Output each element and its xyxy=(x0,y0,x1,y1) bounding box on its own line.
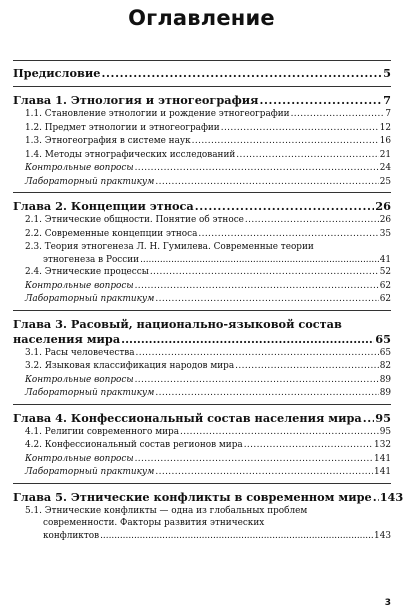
toc-chapter[interactable] xyxy=(13,489,403,505)
toc-page-number: 95 xyxy=(375,410,391,425)
dot-leader xyxy=(155,176,378,190)
section-title: 1.1. Становление этнологии и рождение этногеографии xyxy=(25,109,290,119)
dot-leader xyxy=(155,387,378,401)
section-title: этногенеза в России xyxy=(43,254,140,265)
chapter-title: Глава 3. Расовый, национально-языковой состав xyxy=(13,316,342,331)
chapter-block xyxy=(13,411,391,483)
dot-leader xyxy=(150,266,379,280)
divider xyxy=(13,483,391,484)
toc-chapter[interactable] xyxy=(13,93,391,108)
section-title: 2.3. Теория этногенеза Л. Н. Гумилева. Современные теории xyxy=(25,242,314,252)
toc-page-number: 65 xyxy=(379,347,391,358)
section-title: конфликтов xyxy=(43,530,100,541)
chapter-title-continuation xyxy=(13,332,391,347)
page-number: 3 xyxy=(384,598,391,608)
chapter-title: населения мира xyxy=(13,331,121,346)
chapter-block xyxy=(13,489,403,546)
dot-leader xyxy=(192,135,379,149)
toc-section[interactable] xyxy=(13,360,391,374)
toc-page-number: 62 xyxy=(379,280,391,291)
toc-page-number: 141 xyxy=(374,467,391,477)
dot-leader xyxy=(135,453,373,467)
toc-section[interactable] xyxy=(13,135,391,149)
section-title: Контрольные вопросы xyxy=(25,163,134,173)
toc-page-number: 65 xyxy=(375,331,391,346)
chapter-title: Глава 1. Этнология и этногеография xyxy=(13,93,259,107)
toc-page-number: 7 xyxy=(383,93,391,107)
toc-section-lab-practicum[interactable] xyxy=(13,293,391,307)
toc-chapter[interactable] xyxy=(13,199,391,214)
dot-leader xyxy=(221,122,379,136)
chapter-block xyxy=(13,199,391,310)
dot-leader xyxy=(101,66,382,81)
section-title: Лабораторный практикум xyxy=(25,176,155,187)
section-title: Лабораторный практикум xyxy=(25,294,155,304)
section-title: Контрольные вопросы xyxy=(25,453,134,464)
toc-section-review-questions[interactable] xyxy=(13,280,391,294)
chapter-title: Глава 5. Этнические конфликты в современном мире xyxy=(13,489,372,504)
toc-section[interactable] xyxy=(13,266,391,280)
section-title: 1.2. Предмет этнологии и этногеографии xyxy=(25,122,220,133)
section-title: Лабораторный практикум xyxy=(25,388,155,398)
toc-page-number: 21 xyxy=(379,149,391,160)
dot-leader xyxy=(135,162,379,176)
toc-page-number: 41 xyxy=(379,254,391,265)
toc-entry-label: Предисловие xyxy=(13,66,101,80)
toc-page-number: 52 xyxy=(379,267,391,277)
toc-section[interactable] xyxy=(13,214,391,228)
divider xyxy=(13,60,391,61)
dot-leader xyxy=(198,228,378,242)
dot-leader xyxy=(180,426,379,440)
section-title: 2.2. Современные концепции этноса xyxy=(25,228,198,239)
dot-leader xyxy=(245,214,379,228)
toc-section[interactable] xyxy=(13,426,391,440)
dot-leader xyxy=(195,199,375,214)
dot-leader xyxy=(155,466,373,480)
toc-page-number: 26 xyxy=(375,199,391,213)
toc-section-lab-practicum[interactable] xyxy=(13,387,391,401)
section-title: 2.4. Этнические процессы xyxy=(25,267,149,277)
toc-page-number: 12 xyxy=(379,122,391,133)
section-title: Контрольные вопросы xyxy=(25,280,134,291)
dot-leader xyxy=(235,360,379,374)
dot-leader xyxy=(259,93,382,108)
chapter-title: Глава 2. Концепции этноса xyxy=(13,199,194,213)
toc-page-number: 95 xyxy=(379,426,391,437)
dot-leader xyxy=(155,293,378,307)
section-title: Контрольные вопросы xyxy=(25,374,134,385)
toc-entry-preface[interactable] xyxy=(13,66,391,81)
toc-section-lab-practicum[interactable] xyxy=(13,466,391,480)
section-title: 3.2. Языковая классификация народов мира xyxy=(25,361,235,371)
toc-chapter[interactable] xyxy=(13,411,391,426)
dot-leader xyxy=(236,149,378,163)
toc-page-number: 141 xyxy=(374,453,391,464)
toc-page-number: 16 xyxy=(379,136,391,146)
toc-section[interactable] xyxy=(13,439,391,453)
section-title: 3.1. Расы человечества xyxy=(25,347,135,358)
section-title-continuation xyxy=(25,254,391,267)
toc-section[interactable] xyxy=(13,347,391,361)
section-title: 4.1. Религии современного мира xyxy=(25,426,180,437)
toc-section[interactable] xyxy=(13,108,391,122)
dot-leader xyxy=(291,108,385,122)
dot-leader xyxy=(135,280,379,294)
section-title: 1.3. Этногеография в системе наук xyxy=(25,136,191,146)
toc-section[interactable] xyxy=(13,241,391,266)
toc-page-number: 89 xyxy=(379,388,391,398)
section-title-continuation xyxy=(25,530,391,543)
toc-section[interactable] xyxy=(13,149,391,163)
section-title: Лабораторный практикум xyxy=(25,467,155,477)
toc-page-number: 26 xyxy=(379,215,391,225)
divider xyxy=(13,192,391,193)
toc-page-number: 5 xyxy=(383,66,391,80)
toc-page-number: 25 xyxy=(379,176,391,187)
toc-section-review-questions[interactable] xyxy=(13,162,391,176)
toc-page-number: 143 xyxy=(374,530,391,541)
toc-section[interactable] xyxy=(13,122,391,136)
toc-section-lab-practicum[interactable] xyxy=(13,176,391,190)
dot-leader xyxy=(373,490,379,505)
toc-page-number: 89 xyxy=(379,374,391,385)
divider xyxy=(13,310,391,311)
toc-page-number: 132 xyxy=(374,440,391,450)
dot-leader xyxy=(121,332,374,347)
toc-page-number: 82 xyxy=(379,361,391,371)
toc-section-review-questions[interactable] xyxy=(13,453,391,467)
dot-leader xyxy=(140,254,379,267)
dot-leader xyxy=(100,530,373,543)
chapter-block xyxy=(13,93,391,192)
table-of-contents xyxy=(13,60,403,545)
dot-leader xyxy=(135,374,379,388)
dot-leader xyxy=(244,439,373,453)
page-title: Оглавление xyxy=(128,6,275,30)
toc-page-number: 62 xyxy=(379,294,391,304)
toc-section[interactable] xyxy=(13,505,391,543)
section-title: 5.1. Этнические конфликты — одна из глобальных проблем xyxy=(25,505,308,516)
chapter-title: Глава 4. Конфессиональный состав населения мира xyxy=(13,410,362,425)
toc-section[interactable] xyxy=(13,228,391,242)
toc-section-review-questions[interactable] xyxy=(13,374,391,388)
section-title: 2.1. Этнические общности. Понятие об этносе xyxy=(25,215,244,225)
dot-leader xyxy=(363,411,375,426)
divider xyxy=(13,404,391,405)
toc-page-number: 143 xyxy=(379,489,403,504)
section-title: 1.4. Методы этнографических исследований xyxy=(25,149,236,160)
divider xyxy=(13,86,391,87)
section-title: 4.2. Конфессиональный состав регионов мира xyxy=(25,440,243,450)
toc-page-number: 24 xyxy=(379,163,391,173)
toc-page-number: 7 xyxy=(385,109,391,119)
chapter-block xyxy=(13,317,391,404)
toc-chapter[interactable] xyxy=(13,317,391,347)
dot-leader xyxy=(136,347,379,361)
section-title: современности. Факторы развития этнических xyxy=(43,518,265,528)
toc-page-number: 35 xyxy=(379,228,391,239)
